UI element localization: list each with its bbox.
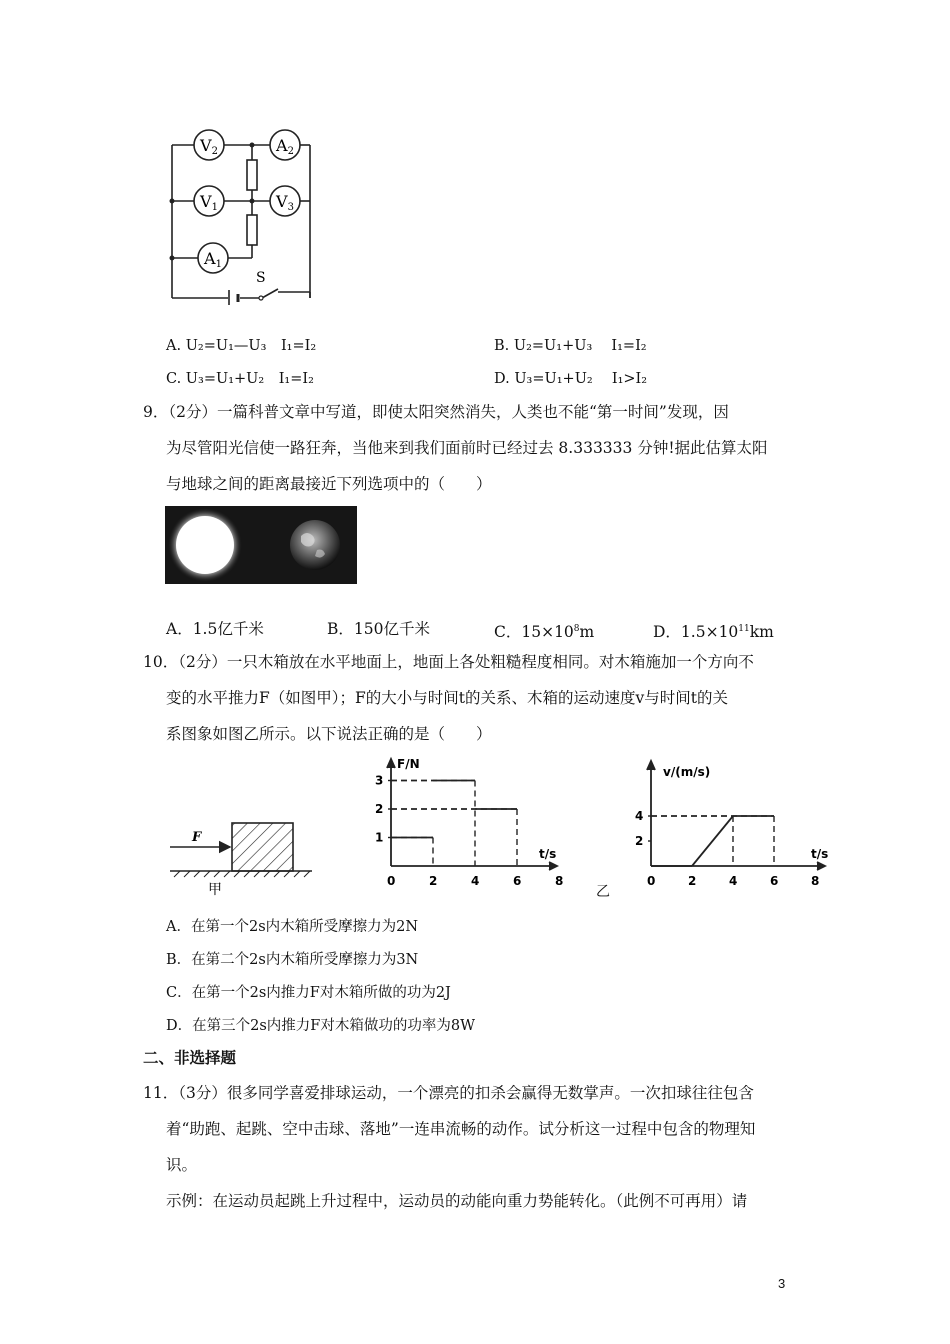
q9-option-a: A．1.5亿千米 — [166, 620, 264, 638]
q11-line3: 识。 — [166, 1156, 198, 1174]
q10-option-b: B．在第二个2s内木箱所受摩擦力为3N — [166, 952, 419, 968]
q9-line3: 与地球之间的距离最接近下列选项中的（ ） — [166, 475, 492, 493]
chart-ylabel: F/N — [397, 757, 420, 771]
q8-option-d: D. U₃=U₁+U₂ I₁>I₂ — [494, 371, 648, 387]
q8-option-c: C. U₃=U₁+U₂ I₁=I₂ — [166, 371, 314, 387]
q11-line1: 11．（3分）很多同学喜爱排球运动，一个漂亮的扣杀会赢得无数掌声。一次扣球往往包含 — [143, 1084, 754, 1102]
svg-text:V3: V3 — [276, 192, 294, 213]
earth-icon — [290, 520, 340, 570]
q8-option-b: B. U₂=U₁+U₃ I₁=I₂ — [494, 338, 647, 354]
chart-axes — [387, 759, 557, 870]
x-tick-label: 2 — [688, 874, 697, 888]
q11-line4: 示例：在运动员起跳上升过程中，运动员的动能向重力势能转化。（此例不可再用）请 — [166, 1192, 748, 1210]
chart-xlabel: t/s — [811, 847, 829, 861]
svg-text:V1: V1 — [200, 192, 218, 213]
ammeter-a2 — [270, 130, 300, 160]
q11-line2: 着“助跑、起跳、空中击球、落地”一连串流畅的动作。试分析这一过程中包含的物理知 — [166, 1120, 756, 1138]
x-tick-label: 2 — [429, 874, 438, 888]
x-tick-label: 8 — [555, 874, 564, 888]
series-segment — [692, 816, 733, 866]
circuit-diagram — [160, 120, 330, 305]
q10-option-c: C．在第一个2s内推力F对木箱所做的功为2J — [166, 985, 451, 1001]
page-number: 3 — [778, 1276, 786, 1291]
q10-line2: 变的水平推力F（如图甲）；F的大小与时间t的关系、木箱的运动速度v与时间t的关 — [166, 689, 728, 707]
q9-option-c: C．$15\times 10^8m$ — [494, 623, 595, 641]
x-tick-label: 8 — [811, 874, 820, 888]
q10-line3: 系图象如图乙所示。以下说法正确的是（ ） — [166, 725, 492, 743]
figure-jia-caption: 甲 — [208, 882, 222, 897]
ammeter-a1 — [198, 243, 228, 273]
voltmeter-v3 — [270, 186, 300, 216]
velocity-time-chart — [625, 758, 835, 894]
box-on-ground-figure — [166, 815, 316, 897]
y-tick-label: 3 — [375, 773, 384, 788]
x-tick-label: 6 — [513, 874, 522, 888]
svg-text:F: F — [192, 830, 202, 845]
section-title: 二、非选择题 — [143, 1049, 237, 1067]
y-tick-label: 2 — [635, 834, 644, 848]
voltmeter-v2 — [194, 130, 224, 160]
q9-line2: 为尽管阳光信使一路狂奔，当他来到我们面前时已经过去 8.333333 分钟!据此估算太阳 — [166, 439, 768, 457]
chart-ylabel: v/(m/s) — [663, 765, 711, 779]
x-tick-label: 0 — [387, 874, 396, 888]
figure-yi-caption: 乙 — [596, 884, 610, 900]
q8-option-a: A. U₂=U₁—U₃ I₁=I₂ — [166, 338, 317, 354]
svg-text:V2: V2 — [200, 136, 218, 157]
chart-xlabel: t/s — [539, 847, 557, 861]
wooden-box — [232, 823, 293, 871]
x-tick-label: 4 — [471, 874, 480, 888]
sun-earth-photo — [165, 506, 357, 584]
svg-text:A1: A1 — [204, 249, 222, 270]
voltmeter-v1 — [194, 186, 224, 216]
q9-option-d: D．$1.5\times 10^{11}km$ — [653, 623, 774, 641]
x-tick-label: 0 — [647, 874, 656, 888]
y-tick-label: 1 — [375, 830, 384, 845]
switch-label: S — [256, 270, 266, 286]
q9-option-b: B．150亿千米 — [327, 620, 430, 638]
q10-option-a: A．在第一个2s内木箱所受摩擦力为2N — [166, 919, 419, 935]
force-time-chart — [363, 754, 568, 890]
y-tick-label: 2 — [375, 802, 384, 816]
q10-option-d: D．在第三个2s内推力F对木箱做功的功率为8W — [166, 1018, 475, 1034]
q10-line1: 10．（2分）一只木箱放在水平地面上，地面上各处粗糙程度相同。对木箱施加一个方向不 — [143, 653, 754, 671]
svg-text:A2: A2 — [276, 136, 294, 157]
q9-line1: 9．（2分）一篇科普文章中写道，即使太阳突然消失，人类也不能“第一时间”发现，因 — [143, 403, 729, 421]
x-tick-label: 6 — [770, 874, 779, 888]
y-tick-label: 4 — [635, 809, 644, 823]
x-tick-label: 4 — [729, 874, 738, 888]
